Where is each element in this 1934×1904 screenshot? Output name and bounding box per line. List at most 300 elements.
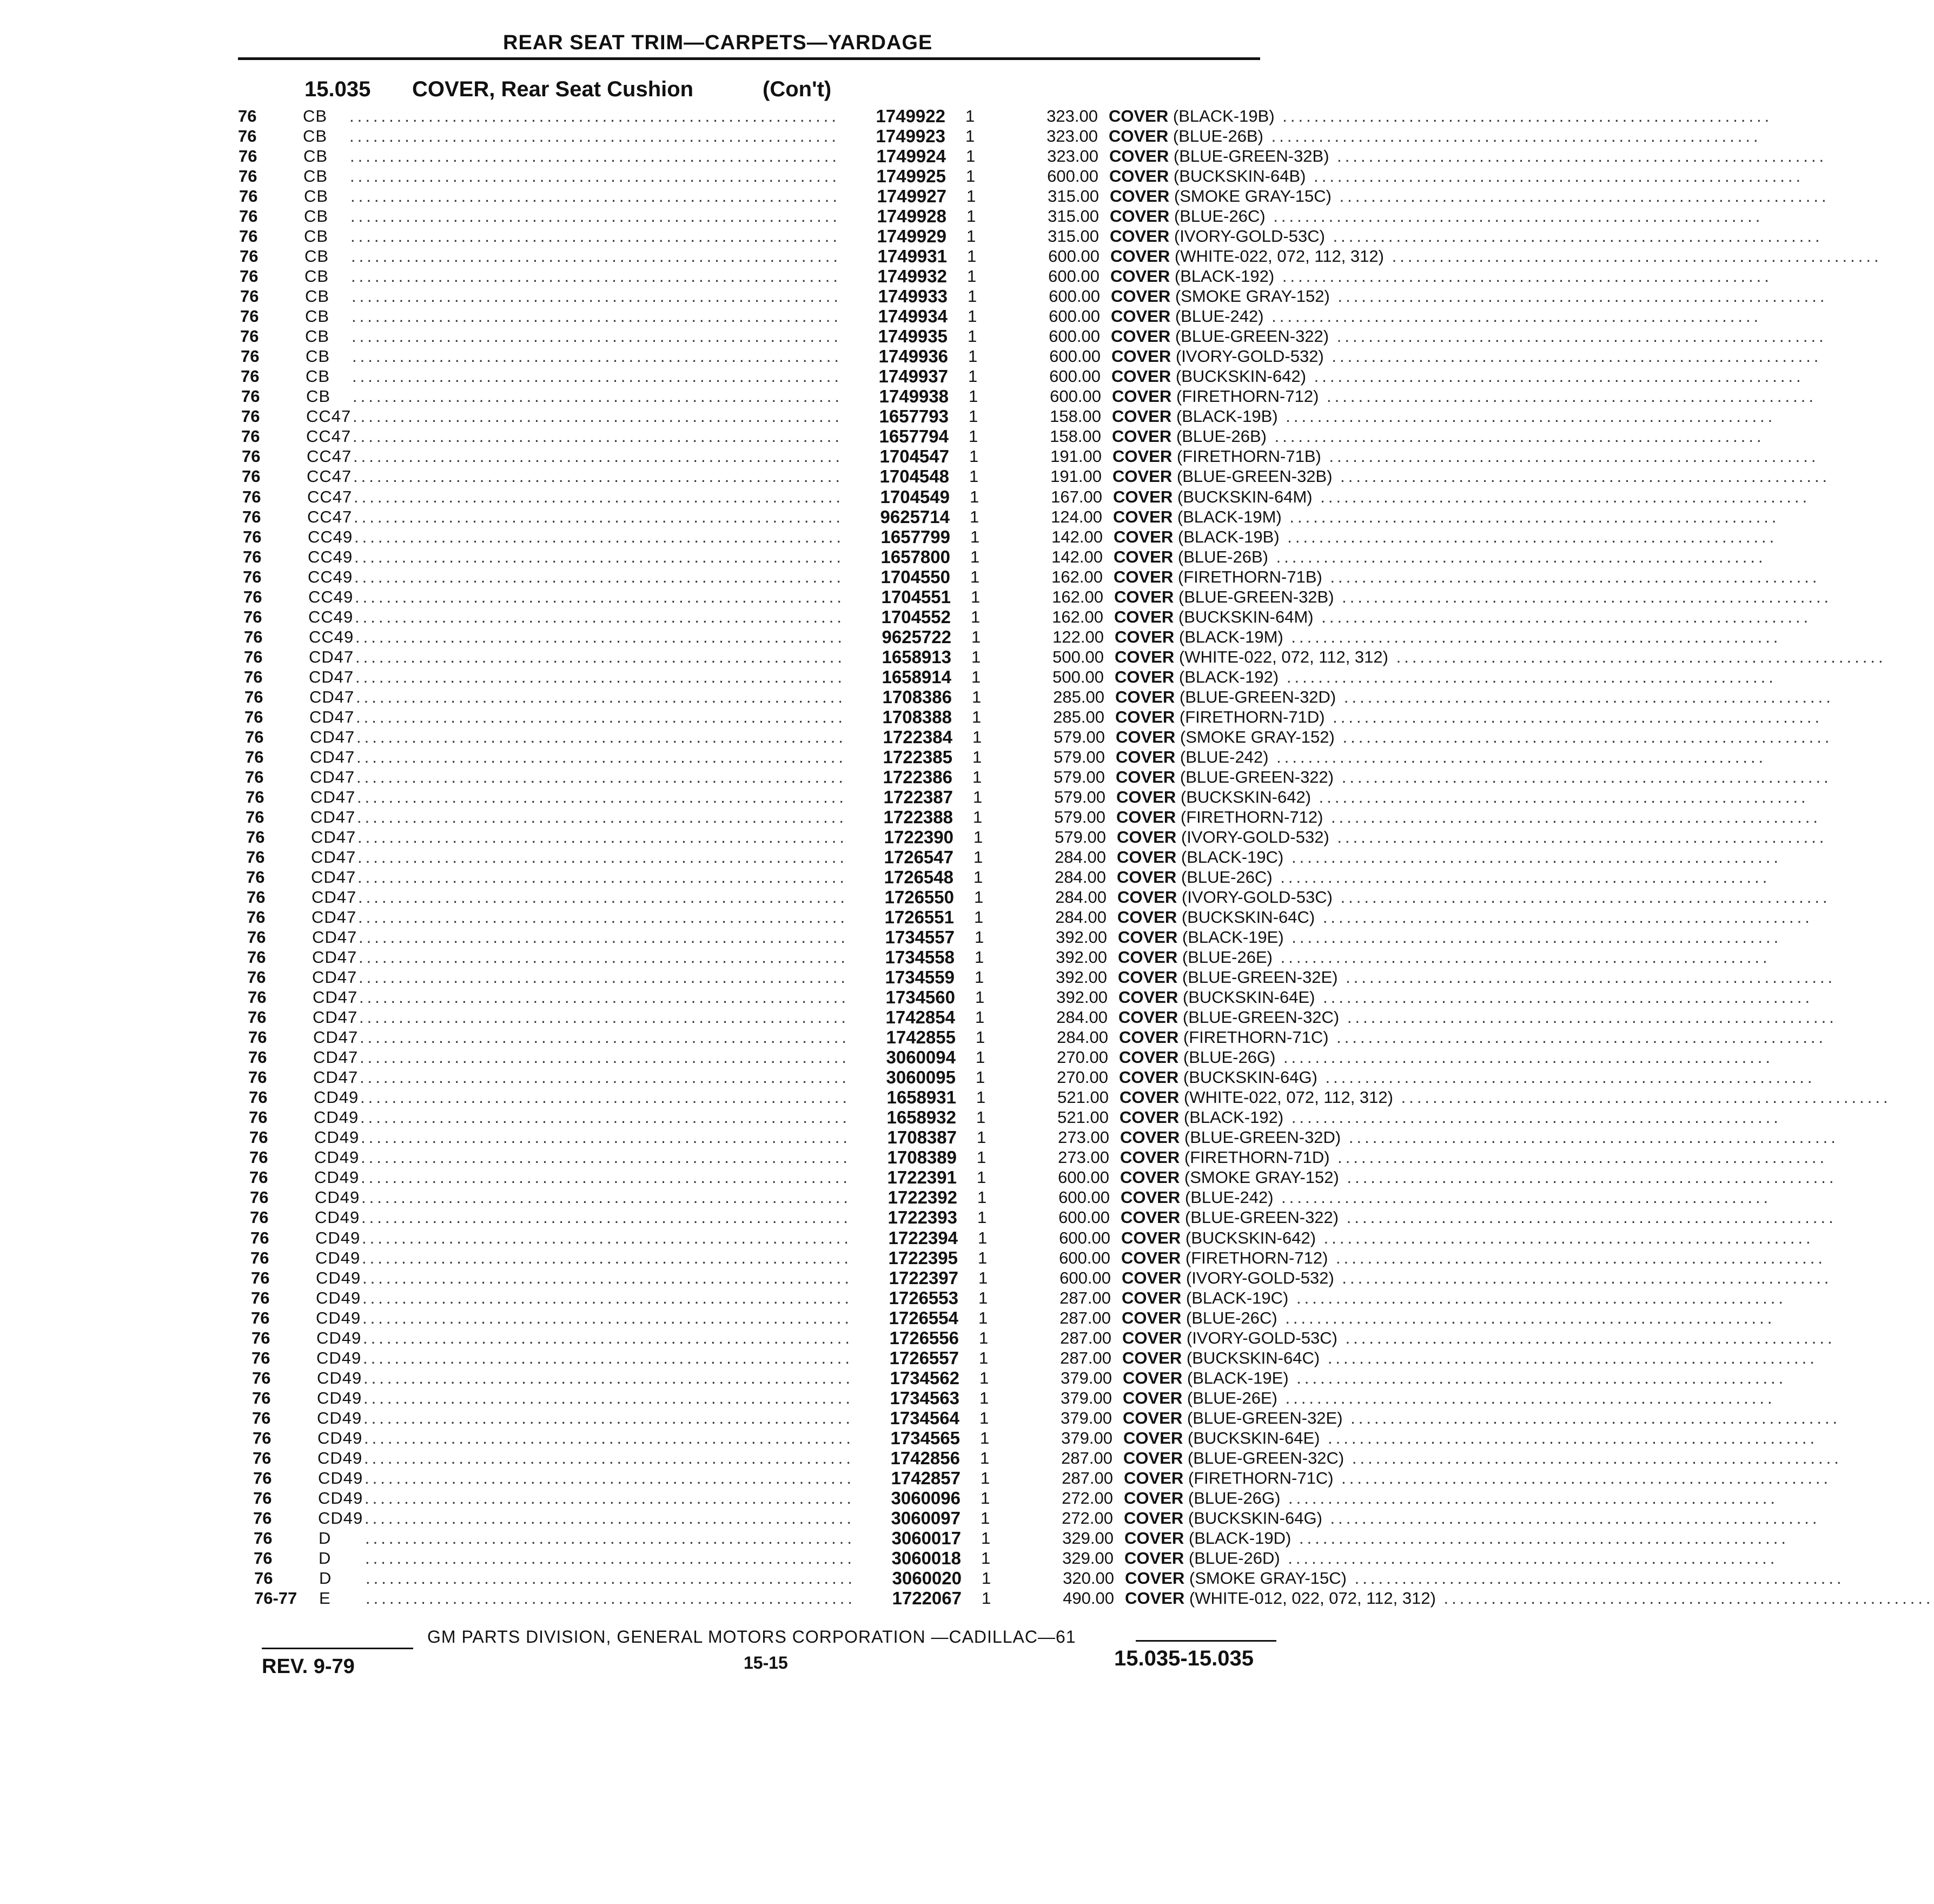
- row-year: 76: [250, 1208, 269, 1227]
- row-description-text: (BLUE-GREEN-322): [1180, 768, 1334, 786]
- row-year: 76: [254, 1549, 273, 1568]
- row-part-number: 1658931: [886, 1087, 956, 1107]
- row-price: 270.00: [1057, 1068, 1108, 1087]
- row-leader-dots: ..............................................................: [362, 1268, 852, 1287]
- row-price: 379.00: [1061, 1409, 1112, 1427]
- row-year: 76: [252, 1389, 271, 1407]
- row-part-number: 1722394: [888, 1228, 958, 1248]
- row-description: [1117, 867, 1771, 887]
- row-description-leader-dots: ..............................................................: [1272, 868, 1771, 887]
- row-description: [1123, 1448, 1842, 1468]
- table-row: [243, 587, 1832, 607]
- row-quantity: 1: [975, 948, 984, 967]
- row-description-leader-dots: ..............................................................: [1274, 107, 1773, 125]
- row-part-number: 1657793: [879, 406, 949, 426]
- row-description-leader-dots: ..............................................................: [1342, 1409, 1841, 1427]
- row-description: [1111, 306, 1762, 326]
- row-description: [1116, 807, 1821, 827]
- row-leader-dots: ..............................................................: [354, 547, 844, 566]
- row-part-number: 1708386: [882, 687, 952, 707]
- row-year: 76: [240, 287, 259, 306]
- row-description: [1115, 667, 1777, 687]
- table-row: [240, 306, 1762, 326]
- row-description-prefix: COVER: [1124, 1549, 1184, 1568]
- row-price: 158.00: [1050, 427, 1101, 446]
- row-quantity: 1: [966, 227, 976, 246]
- row-description-text: (WHITE-022, 072, 112, 312): [1178, 647, 1388, 666]
- row-description: [1109, 166, 1804, 186]
- row-description-prefix: COVER: [1119, 1068, 1179, 1087]
- row-description-prefix: COVER: [1112, 467, 1173, 486]
- row-price: 392.00: [1056, 948, 1107, 967]
- row-part-number: 1704547: [879, 446, 949, 466]
- row-description-text: (BUCKSKIN-64B): [1173, 167, 1306, 186]
- row-description-text: (BUCKSKIN-64C): [1181, 908, 1315, 927]
- row-price: 600.00: [1047, 167, 1098, 186]
- row-body-code: CB: [306, 347, 330, 366]
- row-price: 273.00: [1058, 1128, 1109, 1147]
- row-leader-dots: ..............................................................: [350, 147, 840, 166]
- row-year: 76: [251, 1288, 270, 1307]
- row-description-text: (BLACK-19B): [1177, 527, 1280, 546]
- row-description-text: (BLACK-19C): [1181, 848, 1284, 867]
- row-year: 76: [243, 547, 262, 566]
- row-leader-dots: ..............................................................: [349, 127, 839, 146]
- table-row: [244, 627, 1781, 647]
- row-body-code: CD49: [315, 1208, 360, 1227]
- row-description-text: (FIRETHORN-71C): [1183, 1028, 1329, 1047]
- row-description-text: (BLACK-192): [1183, 1108, 1284, 1127]
- row-part-number: 1749937: [878, 366, 948, 386]
- row-description-prefix: COVER: [1122, 1328, 1182, 1347]
- row-year: 76: [247, 928, 266, 947]
- row-body-code: CD49: [317, 1409, 362, 1427]
- row-year: 76: [245, 728, 264, 746]
- row-description: [1124, 1508, 1820, 1528]
- row-price: 500.00: [1052, 667, 1104, 686]
- row-quantity: 1: [969, 407, 978, 426]
- table-row: [253, 1428, 1818, 1448]
- row-body-code: CD49: [314, 1148, 360, 1167]
- row-description-leader-dots: ..............................................................: [1283, 848, 1781, 867]
- row-quantity: 1: [982, 1569, 991, 1588]
- row-body-code: CD47: [309, 687, 355, 706]
- row-year: 76: [240, 247, 259, 266]
- row-description-leader-dots: ..............................................................: [1332, 467, 1831, 486]
- row-description-text: (BLUE-242): [1180, 748, 1269, 766]
- row-description-prefix: COVER: [1114, 527, 1174, 546]
- row-leader-dots: ..............................................................: [357, 848, 847, 867]
- row-description-text: (BLUE-26C): [1185, 1308, 1277, 1327]
- row-description-text: (BLACK-19E): [1187, 1368, 1289, 1387]
- row-body-code: CD49: [316, 1288, 361, 1307]
- row-description: [1112, 446, 1819, 466]
- row-leader-dots: ..............................................................: [355, 647, 845, 666]
- row-year: 76: [241, 427, 260, 446]
- row-description-leader-dots: ..............................................................: [1383, 247, 1882, 266]
- table-row: [254, 1568, 1845, 1588]
- row-year: 76: [243, 527, 262, 546]
- row-body-code: CD47: [310, 768, 355, 786]
- table-row: [244, 667, 1777, 687]
- row-price: 284.00: [1055, 888, 1107, 907]
- table-row: [239, 146, 1827, 166]
- row-quantity: 1: [981, 1529, 991, 1548]
- row-description: [1122, 1328, 1836, 1348]
- row-part-number: 1726554: [889, 1308, 958, 1328]
- row-quantity: 1: [973, 788, 983, 806]
- row-quantity: 1: [969, 467, 979, 486]
- row-price: 285.00: [1053, 708, 1104, 726]
- row-leader-dots: ..............................................................: [366, 1569, 856, 1588]
- row-year: 76: [251, 1328, 270, 1347]
- row-quantity: 1: [973, 868, 983, 887]
- row-year: 76-77: [254, 1589, 297, 1608]
- row-leader-dots: ..............................................................: [354, 487, 844, 506]
- row-description-leader-dots: ..............................................................: [1268, 547, 1766, 566]
- row-body-code: CB: [304, 267, 329, 286]
- row-description: [1112, 426, 1765, 446]
- row-description-prefix: COVER: [1115, 627, 1175, 646]
- row-leader-dots: ..............................................................: [363, 1368, 853, 1387]
- row-quantity: 1: [977, 1208, 987, 1227]
- row-leader-dots: ..............................................................: [359, 928, 849, 947]
- table-row: [250, 1207, 1837, 1227]
- row-description: [1118, 927, 1782, 947]
- row-description: [1114, 567, 1820, 587]
- row-year: 76: [244, 627, 263, 646]
- row-price: 272.00: [1062, 1509, 1113, 1528]
- row-description: [1122, 1268, 1832, 1288]
- table-row: [247, 927, 1782, 947]
- row-price: 287.00: [1059, 1308, 1111, 1327]
- row-part-number: 1726557: [889, 1348, 959, 1368]
- row-description-prefix: COVER: [1122, 1268, 1182, 1287]
- row-description-leader-dots: ..............................................................: [1313, 607, 1812, 626]
- row-leader-dots: ..............................................................: [352, 327, 842, 346]
- row-body-code: CD49: [314, 1128, 360, 1147]
- row-description-text: (BLUE-GREEN-32D): [1184, 1128, 1341, 1147]
- row-body-code: CB: [304, 227, 329, 246]
- row-year: 76: [241, 407, 260, 426]
- row-year: 76: [246, 828, 265, 847]
- row-price: 600.00: [1059, 1228, 1110, 1247]
- row-quantity: 1: [976, 1048, 985, 1067]
- row-description-text: (SMOKE GRAY-152): [1184, 1168, 1339, 1187]
- row-year: 76: [245, 748, 264, 766]
- row-price: 284.00: [1055, 868, 1106, 887]
- row-body-code: CB: [304, 247, 329, 266]
- table-row: [253, 1468, 1832, 1488]
- row-description-prefix: COVER: [1121, 1208, 1181, 1227]
- section-number: 15.035: [304, 77, 371, 101]
- row-description: [1116, 727, 1833, 747]
- row-description-leader-dots: ..............................................................: [1263, 307, 1762, 326]
- row-description-prefix: COVER: [1112, 447, 1173, 466]
- table-row: [253, 1508, 1820, 1528]
- row-quantity: 1: [978, 1288, 988, 1307]
- row-quantity: 1: [976, 1108, 986, 1127]
- table-row: [254, 1548, 1778, 1568]
- row-description: [1112, 386, 1817, 406]
- row-description-leader-dots: ..............................................................: [1329, 828, 1827, 847]
- row-description-prefix: COVER: [1109, 107, 1169, 125]
- row-description-prefix: COVER: [1114, 587, 1174, 606]
- table-row: [239, 186, 1830, 206]
- row-body-code: CB: [303, 147, 328, 166]
- row-description-leader-dots: ..............................................................: [1321, 447, 1819, 466]
- row-price: 579.00: [1054, 728, 1105, 746]
- row-description: [1117, 827, 1827, 847]
- table-row: [251, 1288, 1786, 1308]
- row-description-leader-dots: ..............................................................: [1277, 1308, 1776, 1327]
- row-body-code: CD49: [317, 1389, 362, 1407]
- row-body-code: CC49: [308, 547, 353, 566]
- row-price: 600.00: [1048, 267, 1100, 286]
- row-description-leader-dots: ..............................................................: [1329, 147, 1827, 166]
- row-quantity: 1: [979, 1328, 989, 1347]
- row-description-text: (BUCKSKIN-64C): [1186, 1348, 1320, 1367]
- row-year: 76: [239, 147, 257, 166]
- row-description: [1112, 466, 1831, 486]
- row-part-number: 1734557: [885, 927, 955, 947]
- row-body-code: CD47: [309, 708, 355, 726]
- row-year: 76: [245, 768, 264, 786]
- row-description: [1109, 126, 1761, 146]
- row-description: [1120, 1107, 1781, 1127]
- row-quantity: 1: [969, 387, 978, 406]
- row-leader-dots: ..............................................................: [362, 1228, 852, 1247]
- table-row: [247, 887, 1831, 907]
- table-row: [248, 987, 1813, 1007]
- row-year: 76: [239, 207, 258, 226]
- row-description-text: (BUCKSKIN-64G): [1183, 1068, 1317, 1087]
- row-description-prefix: COVER: [1110, 227, 1170, 246]
- row-description-leader-dots: ..............................................................: [1288, 1368, 1787, 1387]
- row-description: [1125, 1588, 1934, 1608]
- row-part-number: 1734564: [890, 1408, 959, 1428]
- row-price: 162.00: [1052, 607, 1103, 626]
- table-row: [252, 1388, 1776, 1408]
- row-leader-dots: ..............................................................: [364, 1429, 854, 1447]
- row-leader-dots: ..............................................................: [360, 1088, 850, 1107]
- row-price: 600.00: [1049, 347, 1101, 366]
- row-description-prefix: COVER: [1111, 287, 1171, 306]
- row-description-leader-dots: ..............................................................: [1283, 928, 1782, 947]
- table-row: [254, 1588, 1934, 1608]
- row-part-number: 1726551: [884, 907, 954, 927]
- row-body-code: CD49: [316, 1328, 362, 1347]
- row-leader-dots: ..............................................................: [352, 287, 842, 306]
- row-description: [1123, 1368, 1787, 1388]
- row-description-text: (BLUE-242): [1184, 1188, 1274, 1207]
- table-row: [248, 1047, 1774, 1067]
- row-part-number: 1722397: [889, 1268, 958, 1288]
- row-description: [1120, 1147, 1828, 1167]
- row-body-code: CD49: [317, 1449, 363, 1467]
- row-body-code: CD47: [313, 1068, 359, 1087]
- row-leader-dots: ..............................................................: [357, 868, 847, 887]
- row-description-text: (BLUE-GREEN-322): [1184, 1208, 1339, 1227]
- row-description-text: (BLUE-26G): [1188, 1489, 1281, 1508]
- row-year: 76: [250, 1228, 269, 1247]
- row-price: 379.00: [1061, 1368, 1112, 1387]
- row-description-prefix: COVER: [1117, 828, 1177, 847]
- row-description: [1117, 887, 1831, 907]
- table-row: [239, 166, 1804, 186]
- table-row: [251, 1268, 1832, 1288]
- row-description: [1114, 547, 1766, 567]
- row-quantity: 1: [970, 547, 980, 566]
- row-description: [1116, 767, 1832, 787]
- table-row: [251, 1328, 1836, 1348]
- row-body-code: CD47: [313, 988, 358, 1007]
- row-part-number: 1722393: [887, 1207, 957, 1227]
- table-row: [239, 226, 1823, 246]
- row-year: 76: [253, 1449, 271, 1467]
- row-leader-dots: ..............................................................: [357, 828, 847, 847]
- row-description: [1124, 1528, 1789, 1548]
- row-part-number: 1722388: [883, 807, 953, 827]
- row-description-leader-dots: ..............................................................: [1306, 367, 1804, 386]
- row-description-leader-dots: ..............................................................: [1332, 888, 1831, 907]
- row-price: 579.00: [1054, 768, 1105, 786]
- row-description-text: (BLACK-192): [1178, 667, 1279, 686]
- row-description-prefix: COVER: [1110, 267, 1170, 286]
- row-description-text: (BUCKSKIN-64M): [1178, 607, 1314, 626]
- row-description-prefix: COVER: [1123, 1389, 1183, 1407]
- row-part-number: 1734560: [885, 987, 955, 1007]
- row-description-prefix: COVER: [1112, 427, 1172, 446]
- row-description-prefix: COVER: [1115, 647, 1175, 666]
- row-price: 379.00: [1061, 1429, 1112, 1447]
- row-leader-dots: ..............................................................: [358, 908, 848, 927]
- row-leader-dots: ..............................................................: [352, 307, 842, 326]
- row-price: 323.00: [1047, 107, 1098, 125]
- row-description: [1116, 747, 1767, 767]
- row-price: 273.00: [1058, 1148, 1109, 1167]
- row-description-prefix: COVER: [1122, 1288, 1182, 1307]
- row-description-leader-dots: ..............................................................: [1333, 1469, 1832, 1488]
- row-body-code: CC49: [308, 527, 353, 546]
- row-leader-dots: ..............................................................: [350, 187, 840, 206]
- row-quantity: 1: [975, 968, 984, 987]
- row-price: 392.00: [1056, 968, 1107, 987]
- row-quantity: 1: [978, 1228, 988, 1247]
- row-quantity: 1: [980, 1449, 990, 1467]
- row-year: 76: [244, 708, 263, 726]
- row-price: 272.00: [1062, 1489, 1113, 1508]
- row-price: 392.00: [1056, 928, 1107, 947]
- row-body-code: CD47: [312, 968, 357, 987]
- row-leader-dots: ..............................................................: [358, 888, 848, 907]
- row-leader-dots: ..............................................................: [350, 227, 840, 246]
- row-leader-dots: ..............................................................: [351, 247, 841, 266]
- row-body-code: CD49: [315, 1248, 361, 1267]
- row-description-prefix: COVER: [1117, 908, 1177, 927]
- row-quantity: 1: [976, 1028, 985, 1047]
- row-description-text: (BUCKSKIN-642): [1185, 1228, 1316, 1247]
- row-quantity: 1: [977, 1168, 986, 1187]
- row-description-leader-dots: ..............................................................: [1435, 1589, 1934, 1608]
- row-description-prefix: COVER: [1113, 487, 1173, 506]
- row-description: [1114, 527, 1778, 547]
- table-row: [241, 426, 1765, 446]
- row-description-leader-dots: ..............................................................: [1320, 1429, 1818, 1447]
- row-description-leader-dots: ..............................................................: [1329, 287, 1828, 306]
- row-leader-dots: ..............................................................: [359, 1008, 849, 1027]
- row-description-prefix: COVER: [1110, 207, 1170, 226]
- row-description-prefix: COVER: [1123, 1449, 1183, 1467]
- row-description-leader-dots: ..............................................................: [1339, 1168, 1837, 1187]
- row-description-leader-dots: ..............................................................: [1275, 1048, 1774, 1067]
- footer-corporation: GM PARTS DIVISION, GENERAL MOTORS CORPORATION —CADILLAC—61: [427, 1627, 1076, 1647]
- row-description-leader-dots: ..............................................................: [1339, 1008, 1837, 1027]
- row-leader-dots: ..............................................................: [360, 1108, 850, 1127]
- row-body-code: CD47: [313, 1008, 358, 1027]
- row-description-leader-dots: ..............................................................: [1344, 1449, 1842, 1467]
- row-description-leader-dots: ..............................................................: [1268, 748, 1767, 766]
- row-part-number: 1722391: [887, 1167, 957, 1187]
- row-description-leader-dots: ..............................................................: [1266, 427, 1765, 446]
- row-description: [1118, 967, 1836, 987]
- row-description: [1111, 286, 1828, 306]
- row-body-code: CB: [306, 367, 330, 386]
- row-quantity: 1: [965, 107, 975, 125]
- row-description-text: (FIRETHORN-71D): [1184, 1148, 1330, 1167]
- row-part-number: 1726548: [884, 867, 953, 887]
- row-part-number: 1722392: [887, 1187, 957, 1207]
- row-leader-dots: ..............................................................: [354, 527, 844, 546]
- row-quantity: 1: [981, 1469, 990, 1488]
- row-price: 315.00: [1048, 207, 1099, 226]
- row-year: 76: [248, 1048, 267, 1067]
- row-leader-dots: ..............................................................: [349, 107, 839, 125]
- row-description: [1124, 1488, 1779, 1508]
- row-leader-dots: ..............................................................: [355, 587, 845, 606]
- row-year: 76: [244, 687, 263, 706]
- row-part-number: 1749927: [877, 186, 946, 206]
- section-continued: (Con't): [763, 77, 832, 101]
- row-description-prefix: COVER: [1125, 1569, 1185, 1588]
- row-quantity: 1: [966, 207, 976, 226]
- row-description-leader-dots: ..............................................................: [1263, 127, 1761, 146]
- row-description: [1114, 607, 1812, 627]
- table-row: [240, 246, 1882, 266]
- row-description: [1115, 687, 1834, 707]
- row-body-code: CD49: [314, 1168, 360, 1187]
- row-year: 76: [254, 1569, 273, 1588]
- row-part-number: 1704549: [880, 487, 950, 507]
- row-price: 600.00: [1059, 1268, 1111, 1287]
- row-description-text: (SMOKE GRAY-15C): [1189, 1569, 1347, 1588]
- row-year: 76: [238, 127, 257, 146]
- table-row: [244, 707, 1823, 727]
- table-row: [251, 1348, 1818, 1368]
- row-description-text: (BLUE-GREEN-32B): [1178, 587, 1334, 606]
- page-title: REAR SEAT TRIM—CARPETS—YARDAGE: [503, 31, 933, 54]
- row-leader-dots: ..............................................................: [363, 1348, 853, 1367]
- row-description-text: (BLUE-GREEN-32B): [1176, 467, 1333, 486]
- row-year: 76: [246, 788, 264, 806]
- row-body-code: CD47: [312, 888, 357, 907]
- row-body-code: CC47: [307, 447, 352, 466]
- row-body-code: CD47: [312, 928, 357, 947]
- row-part-number: 1657800: [880, 547, 950, 567]
- row-part-number: 1742855: [886, 1027, 956, 1047]
- row-price: 287.00: [1060, 1328, 1111, 1347]
- row-price: 600.00: [1058, 1168, 1109, 1187]
